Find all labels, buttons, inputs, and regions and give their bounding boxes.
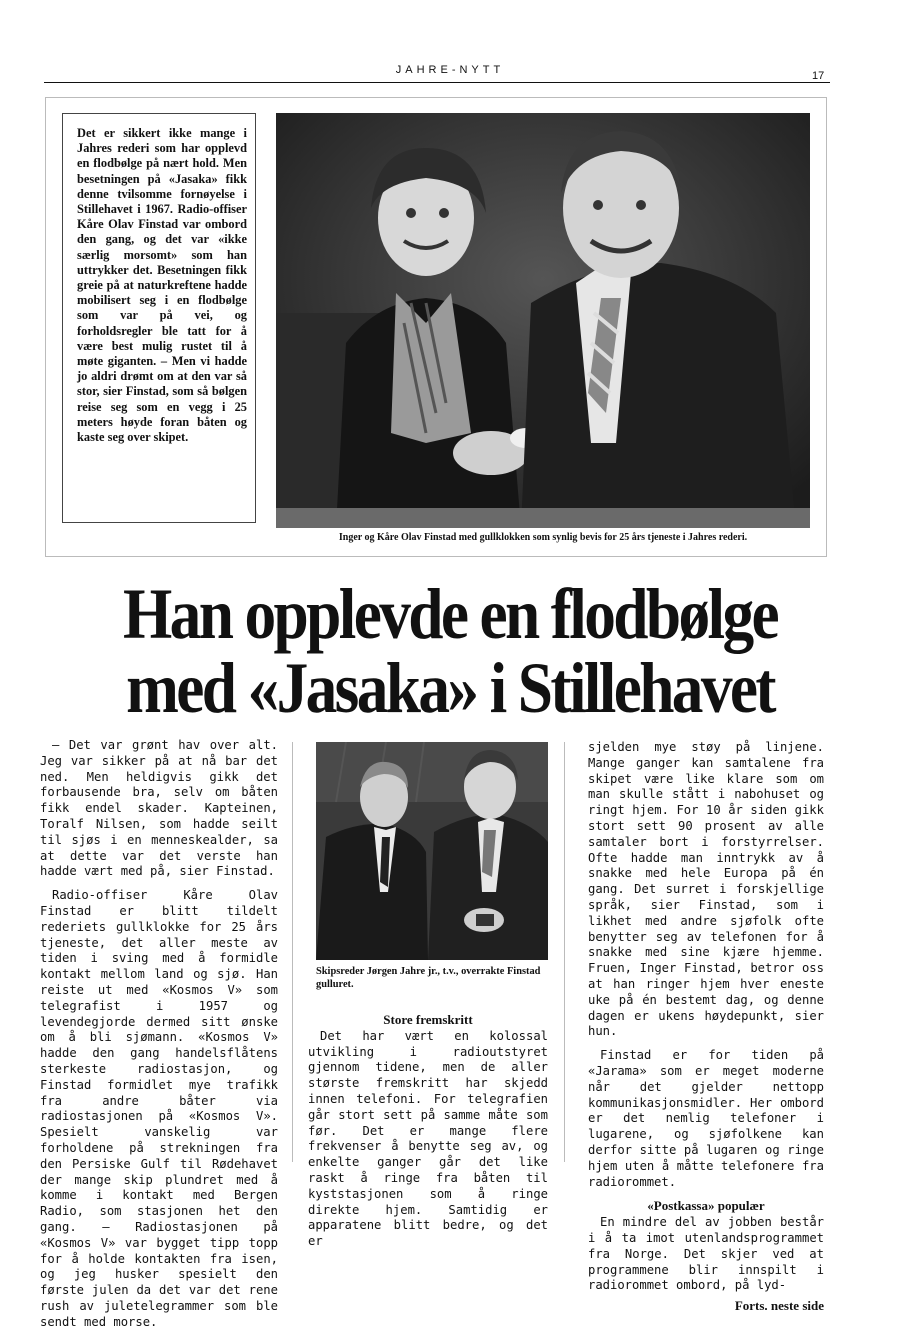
page-number: 17 [812,70,825,82]
article-column-2 [308,1012,548,1258]
subhead-postkassa: «Postkassa» populær [647,1198,765,1214]
column-2-paragraph: Det har vært en kolossal utvikling i radioutstyret gjennom tidene, men de aller største fremskritt har skjedd innen telefoni. For telegrafien går stort sett på samme måte som før. Det er mange flere frekvenser å benytte seg av, og enkelte ganger går det like raskt å ringe fra båten til kyststasjonen som å ringe direkte hjem. Samtidig er apparatene blitt bedre, og det er [308,1028,548,1249]
photo-jahre-finstad-caption: Skipsreder Jørgen Jahre jr., t.v., overrakte Finstad gulluret. [316,966,541,990]
photo-couple-caption: Inger og Kåre Olav Finstad med gullklokken som synlig bevis for 25 års tjeneste i Jahres rederi. [338,532,748,543]
photo-jahre-finstad-image [316,742,548,960]
continued-note: Forts. neste side [734,1298,824,1314]
column-3-paragraph: sjelden mye støy på linjene. Mange ganger kan samtalene fra skipet være like klare som om man skulle stått i nabohuset og ringt hjem. For 10 år siden gikk stort sett 90 prosent av alle samtaler bort i forstyrrelser. Ofte hadde man inntrykk av å snakke med hele Europa på én gang. Det surret i forskjellige språk, sier Finstad, som i likhet med andre sjøfolk ofte benytter seg av telefonen for å snakke med sine kjære hjemme. Fruen, Inger Finstad, betror oss at han ringer hjem hver eneste uke på én bestemt dag, og denne dagen er ukens høydepunkt, sier hun. [588,740,824,1039]
page-header-title: JAHRE-NYTT [395,64,505,76]
subhead-store-fremskritt: Store fremskritt [383,1012,473,1027]
photo-couple-image [276,113,810,528]
headline-line-1: Han opplevde en flodbølge [123,574,777,654]
article-column-1 [40,738,278,1338]
column-1-paragraph: – Det var grønt hav over alt. Jeg var sikker på at nå bar det ned. Men heldigvis gikk det forbausende bra, selv om båten fikk endel skader. Kapteinen, Toralf Nilsen, som hadde seilt til sjøs i en menneskealder, sa at dette var det verste han hadde vært med på, sier Finstad. [40,738,278,879]
column-3-paragraph: Finstad er for tiden på «Jarama» som er meget moderne når det gjelder nettopp kommunikasjonsmidler. Her ombord er det nemlig telefoner i lugarene, og sjøfolkene kan derfor sitte på lugaren og ringe hjem uten å måtte telefonere fra radiorommet. [588,1048,824,1189]
article-column-3 [588,740,824,1314]
column-divider [292,742,293,1162]
column-3-paragraph: En mindre del av jobben består i å ta imot utenlandsprogrammet fra Norge. Det skjer ved at programmene blir innspilt i radiorommet ombord, på lyd- [588,1215,824,1293]
photo-couple [276,113,810,528]
intro-text: Det er sikkert ikke mange i Jahres rederi som har opplevd en flodbølge på nært hold. Men besetningen på «Jasaka» fikk denne tvilsomme fornøyelse i Stillehavet i 1967. Radio-offiser Kåre Olav Finstad var ombord den gang, og det var «ikke særlig morsomt» som han uttrykker det. Besetningen fikk greie på at naturkreftene hadde mobilisert seg i en flodbølge som var på vei, og forholdsregler ble tatt for å være best mulig rustet til å møte giganten. – Men vi hadde jo aldri drømt om at den var så stor, sier Finstad, som så bølgen reise seg som en vegg i 25 meters høyde foran båten og kaste seg over skipet. [77,126,247,445]
header-rule [44,82,830,83]
intro-box [62,113,256,523]
headline-line-2: med «Jasaka» i Stillehavet [126,648,774,728]
column-1-paragraph: Radio-offiser Kåre Olav Finstad er blitt tildelt rederiets gullklokke for 25 års tjeneste, det aller meste av tiden i sving med å formidle kontakt mellom land og sjø. Han reiste ut med «Kosmos V» som telegrafist i 1957 og levendegjorde dermed sitt ønske om å bli sjømann. «Kosmos V» hadde den gang handelsflåtens sterkeste radiostasjon, og Finstad formidlet mye trafikk fra andre båter via radiostasjonen på «Kosmos V». Spesielt vanskelig var forholdene på strekningen fra den Persiske Gulf til Rødehavet der mange skip plundret med å komme i kontakt med Bergen Radio, som stasjonen het den gang. – Radiostasjonen på «Kosmos V» var bygget tipp topp for å holde kontakten fra isen, og jeg husker spesielt den første julen da det var det rene rush av juletelegrammer som ble sendt med morse. [40,888,278,1329]
column-divider [564,742,565,1162]
photo-jahre-finstad [316,742,548,960]
